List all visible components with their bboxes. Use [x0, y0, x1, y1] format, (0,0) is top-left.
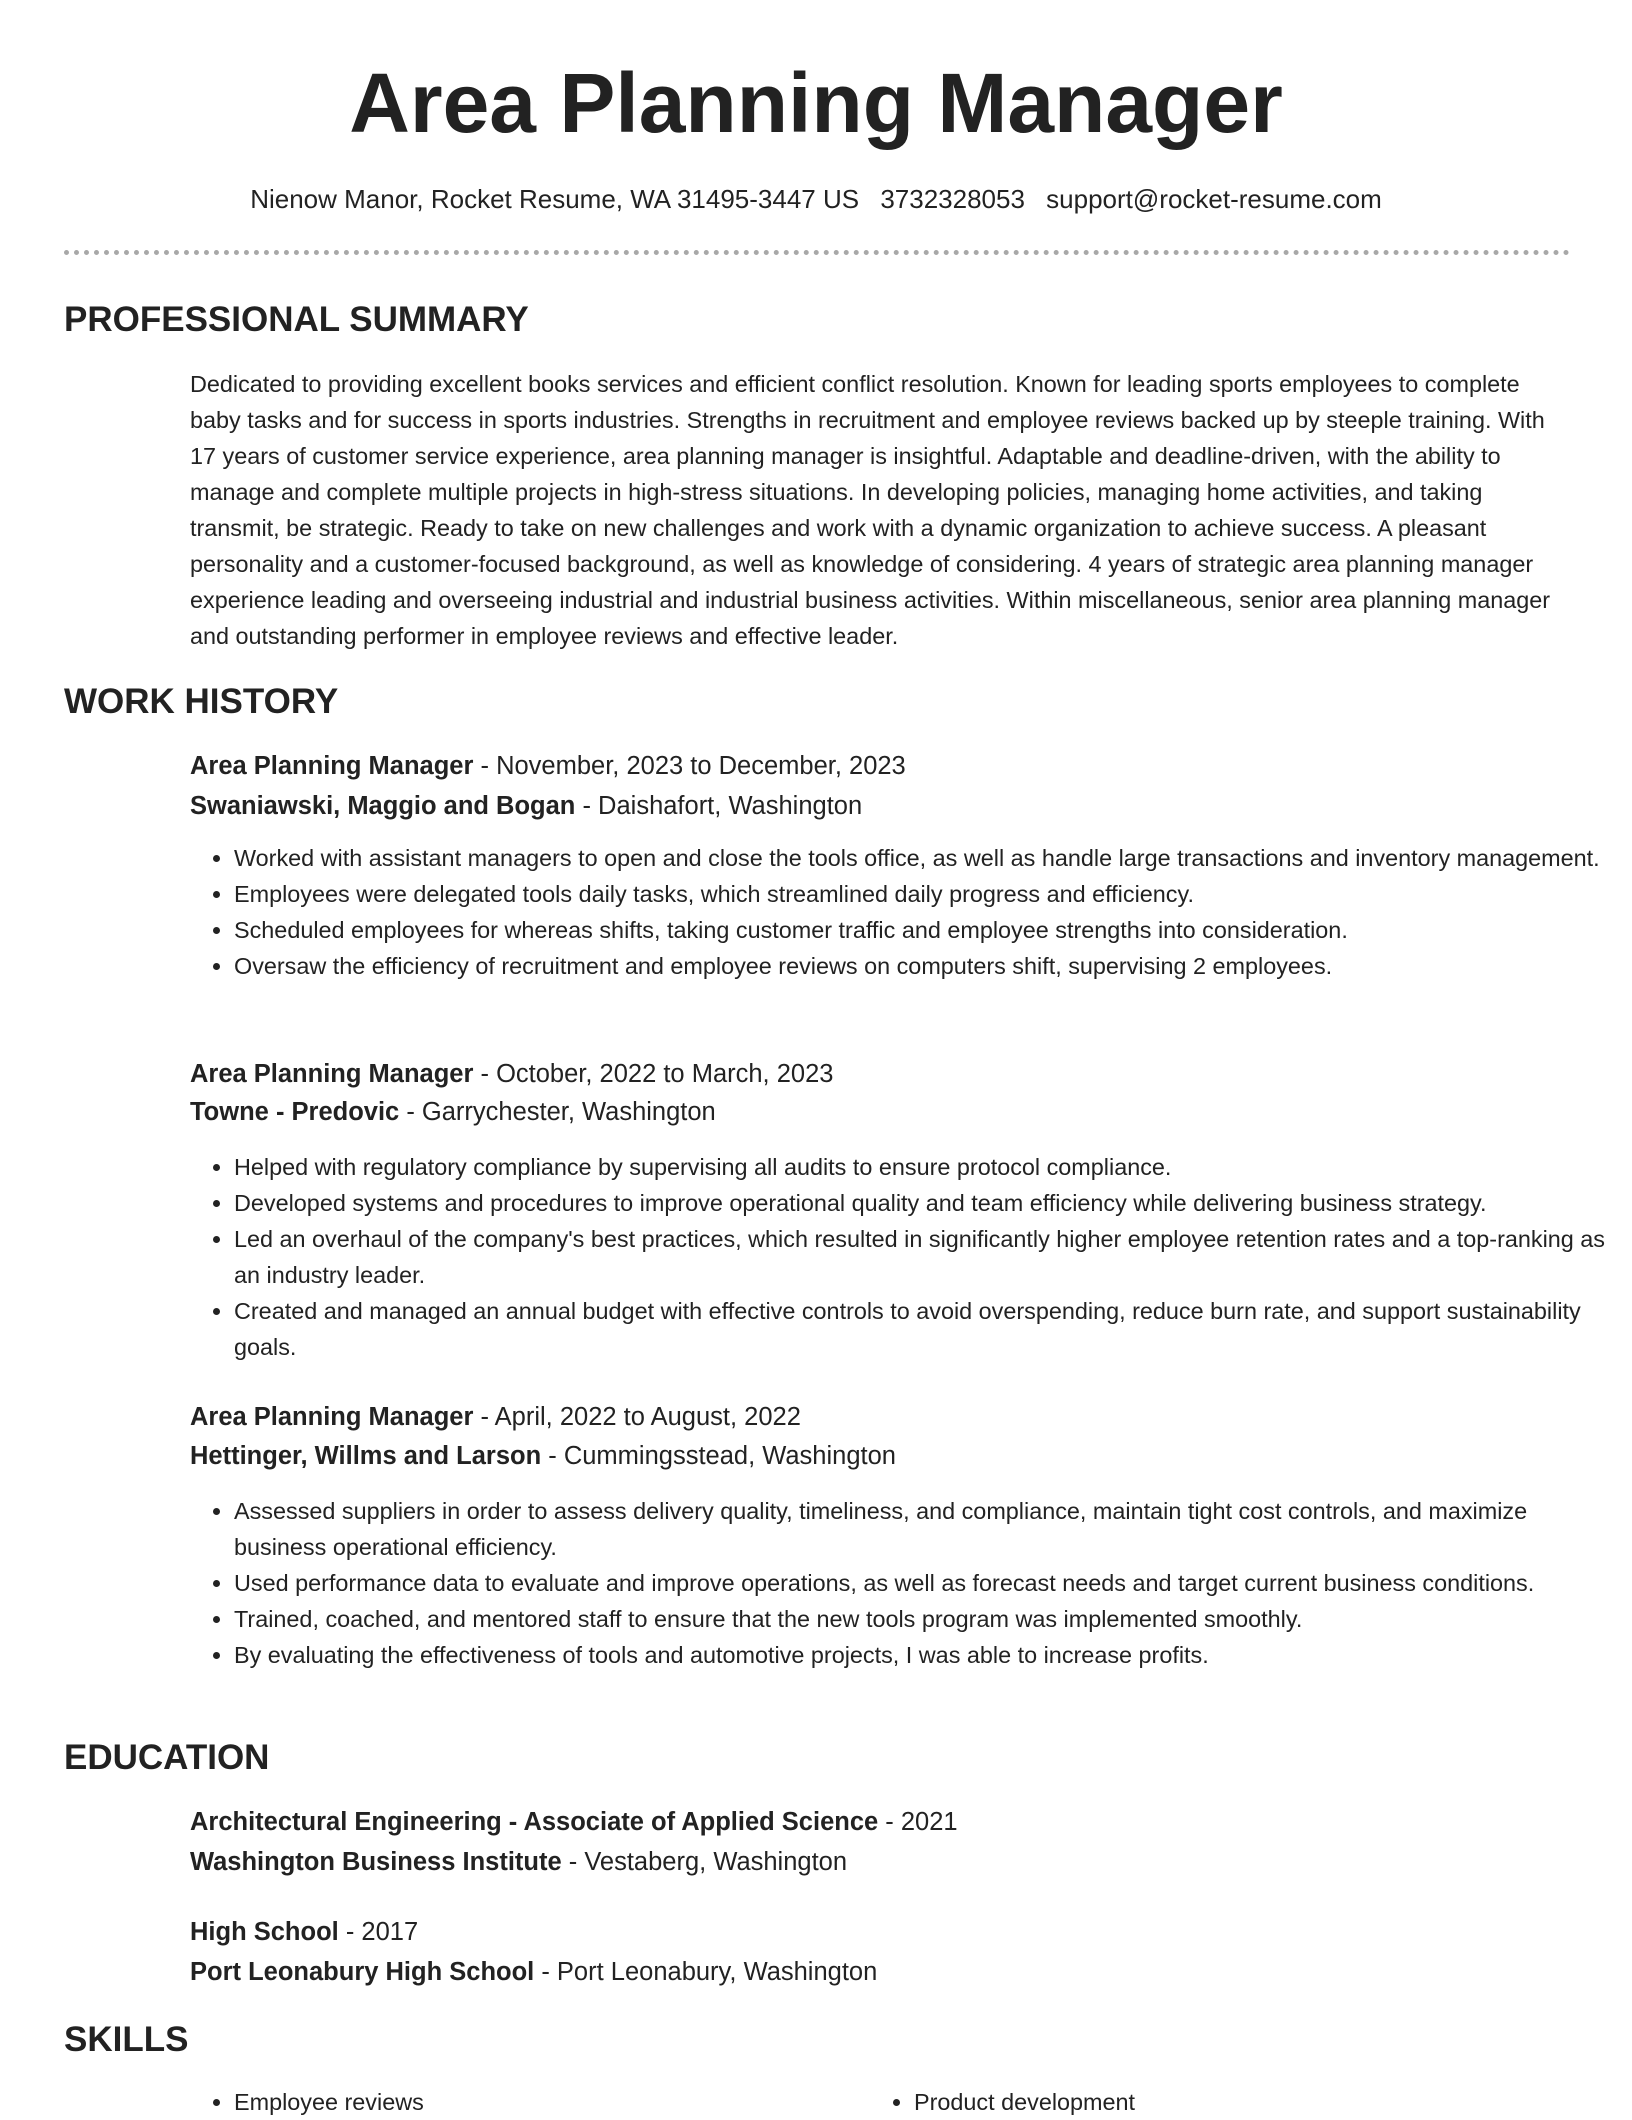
job-company-line	[190, 1098, 716, 1127]
job-dates: - November, 2023 to December, 2023	[473, 752, 906, 780]
resume-name: Area Planning Manager	[349, 56, 1283, 150]
list-item: • Helped with regulatory compliance by supervising all audits to ensure protocol compliance.	[234, 1149, 1624, 1185]
education-school-line	[190, 1848, 847, 1877]
job-bullets	[190, 840, 1624, 984]
list-item: • Used performance data to evaluate and improve operations, as well as forecast needs and target current business conditions.	[234, 1565, 1624, 1601]
skill-item: • Employee reviews	[234, 2084, 424, 2120]
education-location: - Vestaberg, Washington	[561, 1848, 848, 1876]
education-degree-line	[190, 1808, 958, 1837]
list-item: • Trained, coached, and mentored staff to ensure that the new tools program was implemented smoothly.	[234, 1601, 1624, 1637]
skills-list-left	[190, 2084, 424, 2120]
header-divider	[64, 250, 1570, 255]
job-company-line	[190, 792, 862, 821]
education-year: - 2017	[338, 1918, 419, 1946]
education-degree: Architectural Engineering - Associate of Applied Science	[190, 1808, 879, 1836]
list-item: • Employees were delegated tools daily tasks, which streamlined daily progress and efficiency.	[234, 876, 1624, 912]
education-school: Washington Business Institute	[190, 1848, 562, 1876]
education-heading: EDUCATION	[64, 1738, 270, 1777]
education-location: - Port Leonabury, Washington	[534, 1958, 878, 1986]
skills-list-right	[870, 2084, 1135, 2120]
contact-phone: 3732328053	[880, 184, 1025, 214]
job-company: Swaniawski, Maggio and Bogan	[190, 792, 576, 820]
education-degree-line	[190, 1918, 418, 1947]
skills-heading: SKILLS	[64, 2020, 189, 2059]
job-location: - Daishafort, Washington	[575, 792, 863, 820]
job-title-line	[190, 1060, 833, 1089]
job-company: Hettinger, Willms and Larson	[190, 1442, 542, 1470]
job-location: - Cummingsstead, Washington	[541, 1442, 896, 1470]
job-dates: - April, 2022 to August, 2022	[473, 1403, 801, 1431]
list-item: • Oversaw the efficiency of recruitment and employee reviews on computers shift, supervising 2 employees.	[234, 948, 1624, 984]
job-title-line	[190, 1403, 801, 1432]
job-title: Area Planning Manager	[190, 1060, 474, 1088]
education-year: - 2021	[878, 1808, 958, 1836]
job-location: - Garrychester, Washington	[399, 1098, 716, 1126]
job-company-line	[190, 1442, 896, 1471]
list-item: • Led an overhaul of the company's best practices, which resulted in significantly higher employee retention rates and a top-ranking as an industry leader.	[234, 1221, 1624, 1293]
job-title: Area Planning Manager	[190, 1403, 474, 1431]
list-item: • By evaluating the effectiveness of tools and automotive projects, I was able to increase profits.	[234, 1637, 1624, 1673]
job-company: Towne - Predovic	[190, 1098, 400, 1126]
list-item: • Worked with assistant managers to open and close the tools office, as well as handle large transactions and inventory management.	[234, 840, 1624, 876]
summary-text: Dedicated to providing excellent books services and efficient conflict resolution. Known for leading sports employees to complete baby tasks and for success in sports industries. Strengths in recruitment and employee reviews backed up by steeple training. With 17 years of customer service experience, area planning manager is insightful. Adaptable and deadline-driven, with the ability to manage and complete multiple projects in high-stress situations. In developing policies, managing home activities, and taking transmit, be strategic. Ready to take on new challenges and work with a dynamic organization to achieve success. A pleasant personality and a customer-focused background, as well as knowledge of considering. 4 years of strategic area planning manager experience leading and overseeing industrial and industrial business activities. Within miscellaneous, senior area planning manager and outstanding performer in employee reviews and effective leader.	[190, 371, 1551, 649]
education-school-line	[190, 1958, 877, 1987]
list-item: • Developed systems and procedures to improve operational quality and team efficiency while delivering business strategy.	[234, 1185, 1624, 1221]
education-degree: High School	[190, 1918, 339, 1946]
work-history-heading: WORK HISTORY	[64, 682, 339, 721]
job-bullets	[190, 1493, 1624, 1673]
job-title-line	[190, 752, 906, 781]
education-school: Port Leonabury High School	[190, 1958, 535, 1986]
job-bullets	[190, 1149, 1624, 1365]
contact-address: Nienow Manor, Rocket Resume, WA 31495-3447 US	[250, 184, 860, 214]
contact-line	[0, 184, 1632, 215]
list-item: • Scheduled employees for whereas shifts, taking customer traffic and employee strengths into consideration.	[234, 912, 1624, 948]
job-title: Area Planning Manager	[190, 752, 474, 780]
summary-heading: PROFESSIONAL SUMMARY	[64, 300, 529, 339]
skill-item: • Product development	[914, 2084, 1135, 2120]
list-item: • Created and managed an annual budget with effective controls to avoid overspending, reduce burn rate, and support sustainability goals.	[234, 1293, 1624, 1365]
job-dates: - October, 2022 to March, 2023	[473, 1060, 834, 1088]
contact-email: support@rocket-resume.com	[1046, 184, 1382, 214]
list-item: • Assessed suppliers in order to assess delivery quality, timeliness, and compliance, maintain tight cost controls, and maximize business operational efficiency.	[234, 1493, 1624, 1565]
